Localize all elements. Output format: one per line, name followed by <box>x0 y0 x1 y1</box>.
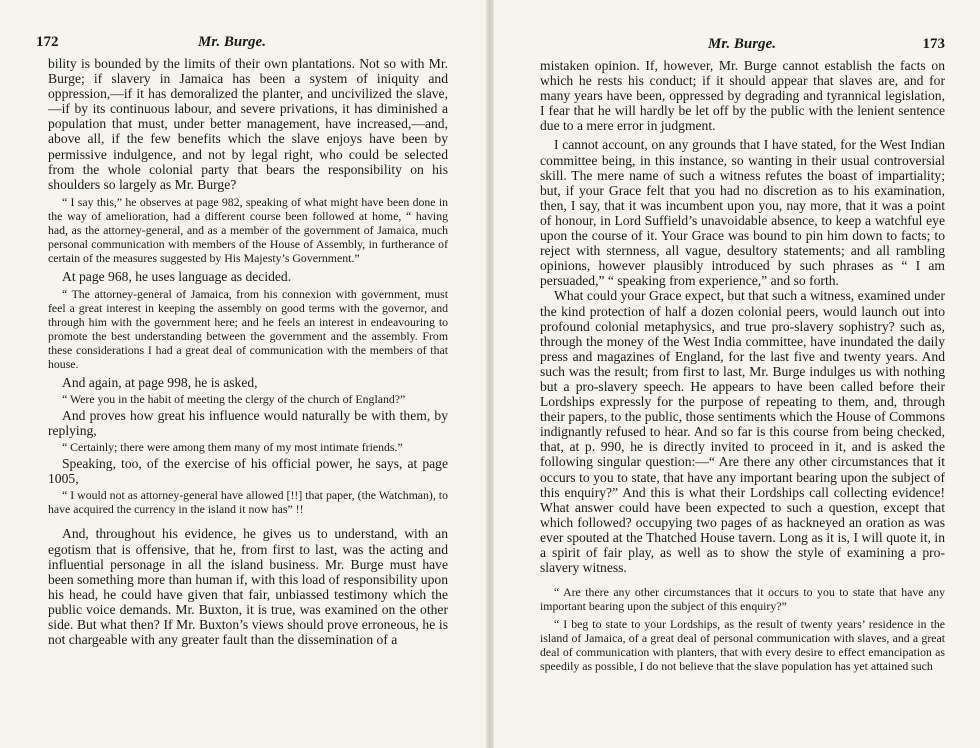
quote: “ I would not as attorney-general have allowed [!!] that paper, (the Watchman), to have acquired the currency in the island it now has” !! <box>48 488 448 517</box>
left-running-head <box>36 34 448 64</box>
quote: “ I beg to state to your Lordships, as the result of twenty years’ residence in the island of Jamaica, of a great deal of personal communication with slaves, and a great deal of communication with planters, that with every desire to effect emancipation as speedily as possible, I do not believe that the slave population has yet attained such <box>540 617 945 674</box>
right-page-header: Mr. Burge. <box>708 36 776 52</box>
paragraph: bility is bounded by the limits of their own plantations. Not so with Mr. Burge; if slavery in Jamaica has been a system of iniquity and oppression,—if it has demoralized the planter, and uncivilized the slave,—if by its continuous labour, and severe privations, it has diminished a population that must, under better management, have increased,—and, above all, if the few benefits which the slave enjoys have been by permissive indulgence, and not by legal right, who could be selected from the whole colonial party that bears the responsibility on his shoulders so largely as Mr. Burge? <box>48 56 448 192</box>
quote: “ Certainly; there were among them many of my most intimate friends.” <box>62 440 403 455</box>
right-running-head <box>540 34 945 64</box>
paragraph: And, throughout his evidence, he gives us to understand, with an egotism that is offensive, that he, from first to last, was the acting and influential personage in all the island business. Mr. Burge must have been something more than human if, with this load of responsibility upon his head, he could have given that fair, unbiassed testimony which the public voice demands. Mr. Buxton, it is true, was examined on the other side. But what then? If Mr. Buxton’s views should prove erroneous, he is not chargeable with any greater fault than the dissemination of a <box>48 526 448 648</box>
quote: “ Are there any other circumstances that it occurs to you to state that have any important bearing upon the subject of this enquiry?” <box>540 585 945 614</box>
left-page-text <box>48 56 448 647</box>
right-page <box>540 0 945 748</box>
paragraph: I cannot account, on any grounds that I have stated, for the West Indian committee being, in this instance, so wanting in their usual controversial skill. The mere name of such a witness refutes the boast of impartiality; but, if your Grace felt that you had no discretion as to his examination, then, I say, that it was incumbent upon you, nay more, that it was a point of honour, in Lord Suffield’s unavoidable absence, to keep a watchful eye upon the course of it. Your Grace was bound to pin him down to facts; to reject with sternness, all vague, desultory statements; and all rambling opinions, however plausibly introduced by such phrases as “ I am persuaded,” “ speaking from experience,” and so forth. <box>540 137 945 289</box>
paragraph: What could your Grace expect, but that such a witness, examined under the kind protection of half a dozen colonial peers, would launch out into profound colonial metaphysics, and true pro-slavery sophistry? such as, through the money of the West India committee, have inundated the daily press and magazines of England, for the last five and twenty years. And such was the result; from first to last, Mr. Burge indulges us with nothing but a pro-slavery speech. He appears to have been called before their Lordships expressly for the purpose of repeating to them, and, through their papers, to the public, those sentiments which the House of Commons indignantly refused to hear. And so far is this course from being checked, that, at p. 990, he is directly invited to proceed in it, and is asked the following singular question:—“ Are there any other circumstances that it occurs to you to state, that have any important bearing upon the subject of this enquiry?” And this is what their Lordships call collecting evidence! What answer could have been expected to such a question, except that which followed? occupying two pages of as hackneyed an oration as was ever spouted at the Thatched House tavern. Long as it is, I will quote it, in a spirit of fair play, as well as to show the style of examining a pro-slavery witness. <box>540 288 945 576</box>
paragraph: And proves how great his influence would naturally be with them, by replying, <box>48 408 448 439</box>
quote: “ Were you in the habit of meeting the clergy of the church of England?” <box>62 392 406 407</box>
right-page-number: 173 <box>922 36 945 52</box>
paragraph: And again, at page 998, he is asked, <box>62 374 258 390</box>
paragraph: mistaken opinion. If, however, Mr. Burge cannot establish the facts on which he rests his conduct; if it should appear that slaves are, and for many years have been, oppressed by degrading and tyrannical legislation, I fear that he will hardly be let off by the public with the lenient sentence due to a mere error in judgment. <box>540 58 945 134</box>
right-page-text <box>540 58 945 673</box>
left-page-header: Mr. Burge. <box>198 34 266 50</box>
quote: “ I say this,” he observes at page 982, speaking of what might have been done in the way of amelioration, had a different course been followed at home, “ having had, as the attorney-general, and as a member of the government of Jamaica, much personal communication with members of the House of Assembly, in furtherance of certain of the measures suggested by His Majesty’s Government.” <box>48 194 448 265</box>
book-gutter <box>486 0 494 748</box>
paragraph: Speaking, too, of the exercise of his official power, he says, at page 1005, <box>48 456 448 487</box>
left-page-number: 172 <box>36 34 59 50</box>
left-page <box>36 0 448 748</box>
paragraph: At page 968, he uses language as decided. <box>62 268 292 284</box>
quote: “ The attorney-general of Jamaica, from his connexion with government, must feel a great interest in keeping the assembly on good terms with the governor, and through him with the government here; and he feels an interest in endeavouring to promote the best understanding between the government and the assembly. From these considerations I had a great deal of communication with the members of that house. <box>48 286 448 371</box>
